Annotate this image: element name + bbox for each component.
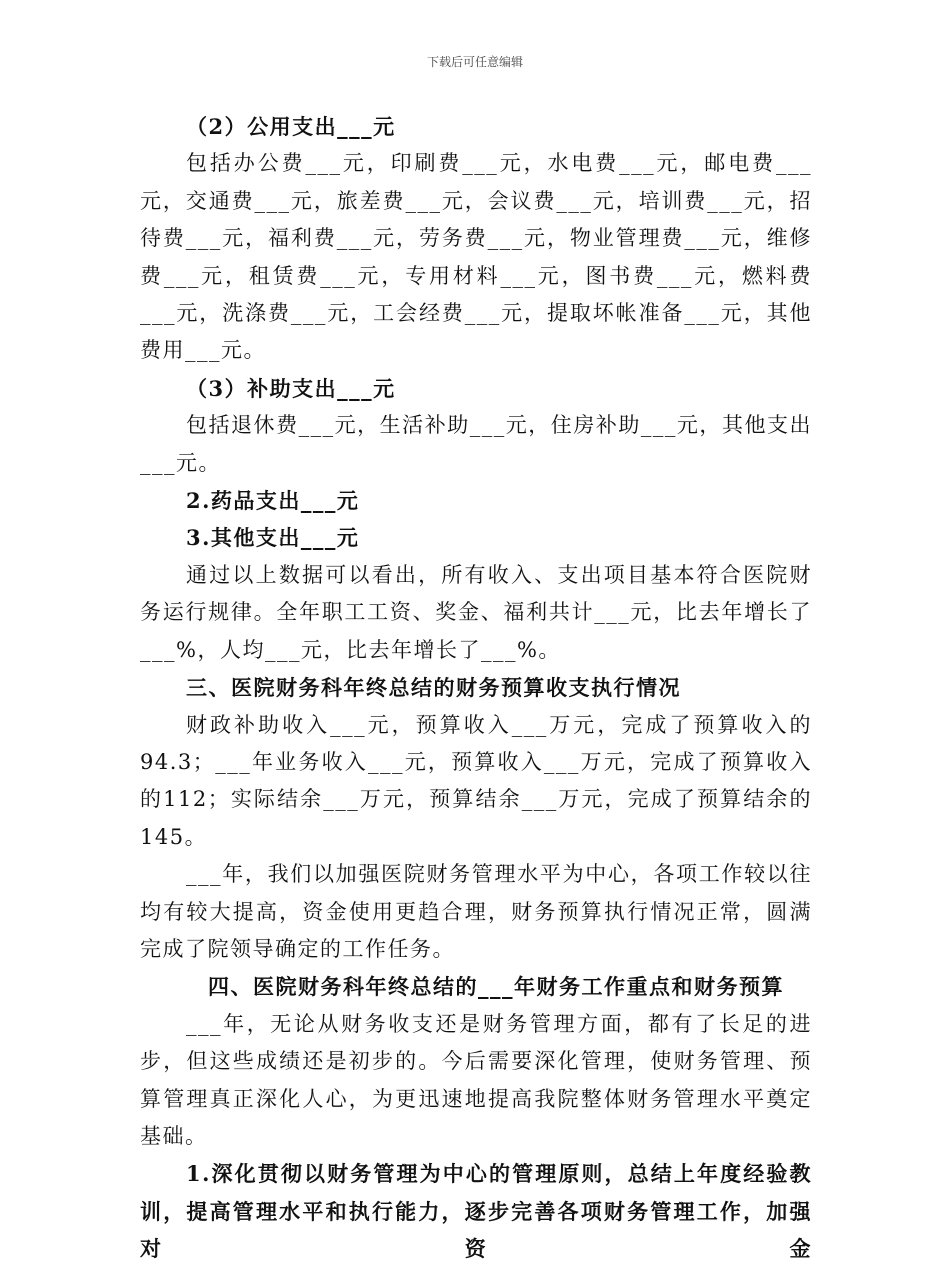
point-one-paragraph: 1.深化贯彻以财务管理为中心的管理原则，总结上年度经验教训，提高管理水平和执行能力，逐步完善各项财务管理工作，加强对资金 <box>140 1161 812 1262</box>
data-analysis-paragraph: 通过以上数据可以看出，所有收入、支出项目基本符合医院财务运行规律。全年职工工资、奖金、福利共计___元，比去年增长了___%，人均___元，比去年增长了___%。 <box>140 562 812 662</box>
section-three-heading: 三、医院财务科年终总结的财务预算收支执行情况 <box>186 675 681 701</box>
document-body <box>140 108 812 1268</box>
year-summary-paragraph: ___年，我们以加强医院财务管理水平为中心，各项工作较以往均有较大提高，资金使用更趋合理，财务预算执行情况正常，圆满完成了院领导确定的工作任务。 <box>140 862 812 961</box>
section-public-expenditure-heading: （2）公用支出___元 <box>186 114 396 139</box>
progress-paragraph: ___年，无论从财务收支还是财务管理方面，都有了长足的进步，但这些成绩还是初步的。今后需要深化管理，使财务管理、预算管理真正深化人心，为更迅速地提高我院整体财务管理水平奠定基础。 <box>140 1011 812 1148</box>
section-four-heading: 四、医院财务科年终总结的___年财务工作重点和财务预算 <box>208 974 784 1000</box>
subsidy-expenditure-detail: 包括退休费___元，生活补助___元，住房补助___元，其他支出___元。 <box>140 413 812 475</box>
section-subsidy-expenditure-heading: （3）补助支出___元 <box>186 375 396 401</box>
page-header: 下载后可任意编辑 <box>426 55 523 69</box>
public-expenditure-detail: 包括办公费___元，印刷费___元，水电费___元，邮电费___元，交通费___元，旅差费___元，会议费___元，培训费___元，招待费___元，福利费___元，劳务费___元，物业管理费___元，维修费___元，租赁费___元，专用材料___元，图书费___元，燃料费___元，洗涤费___元，工会经费___元，提取坏帐准备___元，其他费用___元。 <box>140 151 812 363</box>
drug-expenditure-heading: 2.药品支出___元 <box>186 488 360 514</box>
budget-execution-paragraph: 财政补助收入___元，预算收入___万元，完成了预算收入的94.3；___年业务收入___元，预算收入___万元，完成了预算收入的112；实际结余___万元，预算结余___万元，完成了预算结余的145。 <box>140 712 812 849</box>
other-expenditure-heading: 3.其他支出___元 <box>186 525 360 551</box>
